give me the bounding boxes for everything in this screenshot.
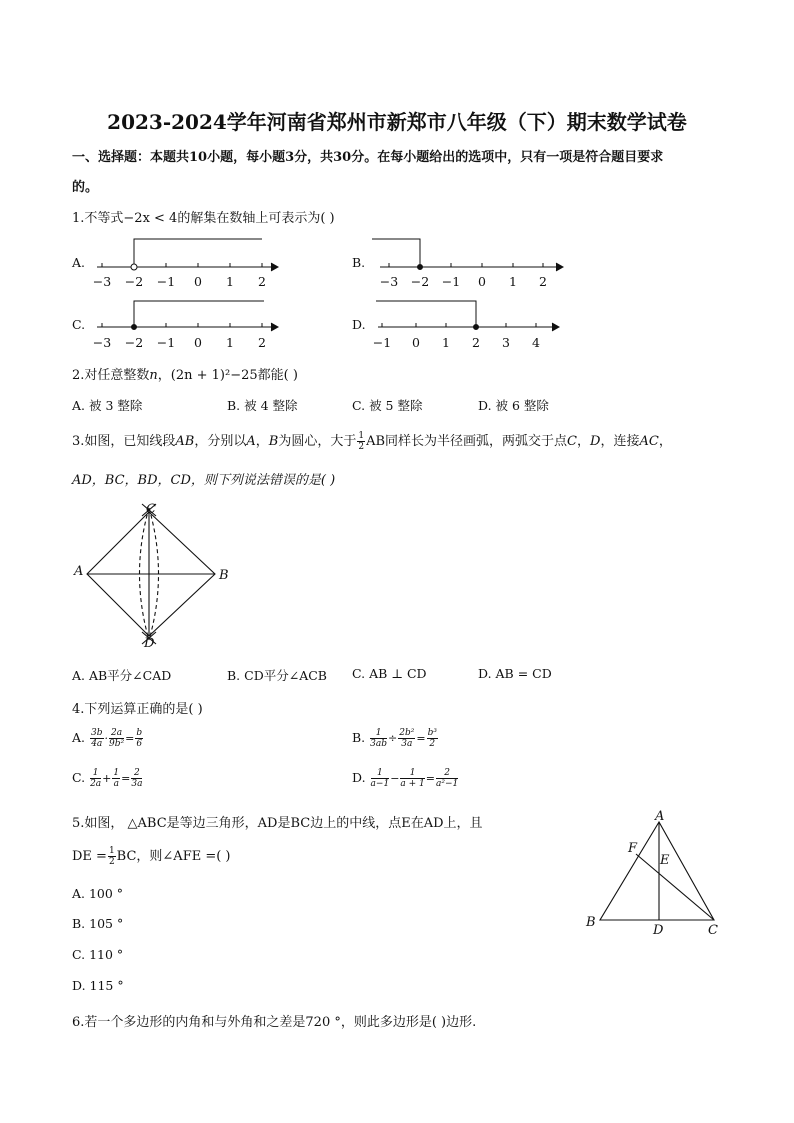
tick-label: 0 (194, 335, 202, 350)
tick-label: −2 (124, 274, 144, 289)
number-line-a-solution-bracket (134, 239, 262, 263)
segment-fc (636, 854, 714, 920)
label-d: D (653, 923, 664, 938)
label-c: C (708, 923, 718, 938)
q5-option-a: A. 100 ° (72, 886, 124, 901)
q3-option-c: C. AB ⊥ CD (352, 666, 427, 681)
q5-option-c: C. 110 ° (72, 947, 124, 962)
section-heading-line2: 的。 (72, 180, 99, 195)
q3-option-a: A. AB平分∠CAD (72, 668, 172, 683)
number-line-d-solution-bracket (376, 301, 476, 327)
section-heading-line1: 一、选择题：本题共10小题，每小题3分，共30分。在每小题给出的选项中，只有一项是符合题目要求 (72, 150, 664, 165)
label-a: A (655, 809, 665, 824)
tick-label: 1 (226, 335, 234, 350)
q3-option-d: D. AB = CD (478, 666, 552, 681)
q2-option-d: D. 被 6 整除 (478, 398, 549, 413)
tick-label: 4 (532, 335, 540, 350)
q1-number-lines (60, 228, 580, 358)
option-a-label: A. (72, 255, 86, 270)
tick-label: −1 (372, 335, 392, 350)
q5-stem-line1: 5.如图， △ABC是等边三角形，AD是BC边上的中线，点E在AD上，且 (72, 816, 483, 831)
q4-option-c: C. $\frac{1}{2a}$ + $\frac{1}{a}$ = $\frac{2}{3a}$ (72, 768, 143, 789)
q5-option-d: D. 115 ° (72, 978, 124, 993)
label-d: D (144, 636, 155, 651)
label-a: A (74, 564, 84, 579)
q2-stem: 2.对任意整数n，(2n + 1)²−25都能( ) (72, 368, 298, 383)
tick-label: 0 (194, 274, 202, 289)
tick-label: 0 (478, 274, 486, 289)
q3-stem-line2: AD，BC，BD，CD，则下列说法错误的是( ) (72, 473, 336, 488)
tick-label: −3 (92, 274, 112, 289)
tick-label: −1 (441, 274, 461, 289)
q2-option-b: B. 被 4 整除 (227, 398, 298, 413)
tick-label: −3 (92, 335, 112, 350)
tick-label: −1 (156, 274, 176, 289)
page-title: 2023-2024学年河南省郑州市新郑市八年级（下）期末数学试卷 (107, 110, 687, 134)
tick-label: −1 (156, 335, 176, 350)
label-f: F (628, 841, 638, 856)
q1-stem: 1.不等式−2x < 4的解集在数轴上可表示为( ) (72, 211, 335, 226)
tick-label: 2 (539, 274, 547, 289)
tick-label: −2 (410, 274, 430, 289)
q3-option-b: B. CD平分∠ACB (227, 668, 327, 683)
number-line-c-solution-bracket (134, 301, 264, 327)
q2-option-a: A. 被 3 整除 (72, 398, 143, 413)
label-b: B (586, 915, 596, 930)
q2-option-c: C. 被 5 整除 (352, 398, 423, 413)
tick-label: 1 (226, 274, 234, 289)
q5-stem-line2: DE = $\frac{1}{2}$ BC，则∠AFE =( ) (72, 846, 231, 867)
half-fraction: $\frac{1}{2}$ (358, 431, 365, 452)
number-line-b-filled-dot (418, 265, 423, 270)
number-line-c-filled-dot (132, 325, 137, 330)
option-c-label: C. (72, 317, 86, 332)
number-line-b-solution-bracket (372, 239, 420, 267)
number-line-a-open-dot (131, 264, 137, 270)
label-e: E (660, 853, 670, 868)
tick-label: 2 (258, 335, 266, 350)
tick-label: 2 (472, 335, 480, 350)
tick-label: 0 (412, 335, 420, 350)
label-b: B (219, 568, 229, 583)
q5-option-b: B. 105 ° (72, 916, 124, 931)
number-line-d-filled-dot (474, 325, 479, 330)
q3-stem-line1: 3.如图，已知线段AB，分别以A，B为圆心，大于 $\frac{1}{2}$ AB同样长为半径画弧，两弧交于点C，D，连接AC， (72, 431, 672, 452)
q4-option-b: B. $\frac{1}{3ab}$ ÷ $\frac{\text{2b²}}{3a}$ = $\frac{\text{b³}}{2}$ (352, 728, 437, 749)
number-line-a-arrow (271, 263, 278, 271)
tick-label: −2 (124, 335, 144, 350)
half-fraction: $\frac{1}{2}$ (108, 846, 115, 867)
q3-figure-rhombus (70, 500, 240, 655)
tick-label: −3 (379, 274, 399, 289)
q4-stem: 4.下列运算正确的是( ) (72, 702, 203, 717)
label-c: C (146, 502, 156, 517)
q4-option-a: A. $\frac{3b}{4a}$ · $\frac{2a}{\text{9b²}}$ = $\frac{b}{6}$ (72, 728, 143, 749)
option-b-label: B. (352, 255, 366, 270)
q6-stem: 6.若一个多边形的内角和与外角和之差是720 °，则此多边形是( )边形. (72, 1015, 477, 1030)
option-d-label: D. (352, 317, 366, 332)
tick-label: 1 (442, 335, 450, 350)
tick-label: 2 (258, 274, 266, 289)
q5-figure-triangle (580, 808, 730, 940)
tick-label: 3 (502, 335, 510, 350)
q4-option-d: D. $\frac{1}{a-1}$ − $\frac{1}{a + 1}$ = $\frac{2}{\text{a²−1}}$ (352, 768, 459, 789)
tick-label: 1 (509, 274, 517, 289)
